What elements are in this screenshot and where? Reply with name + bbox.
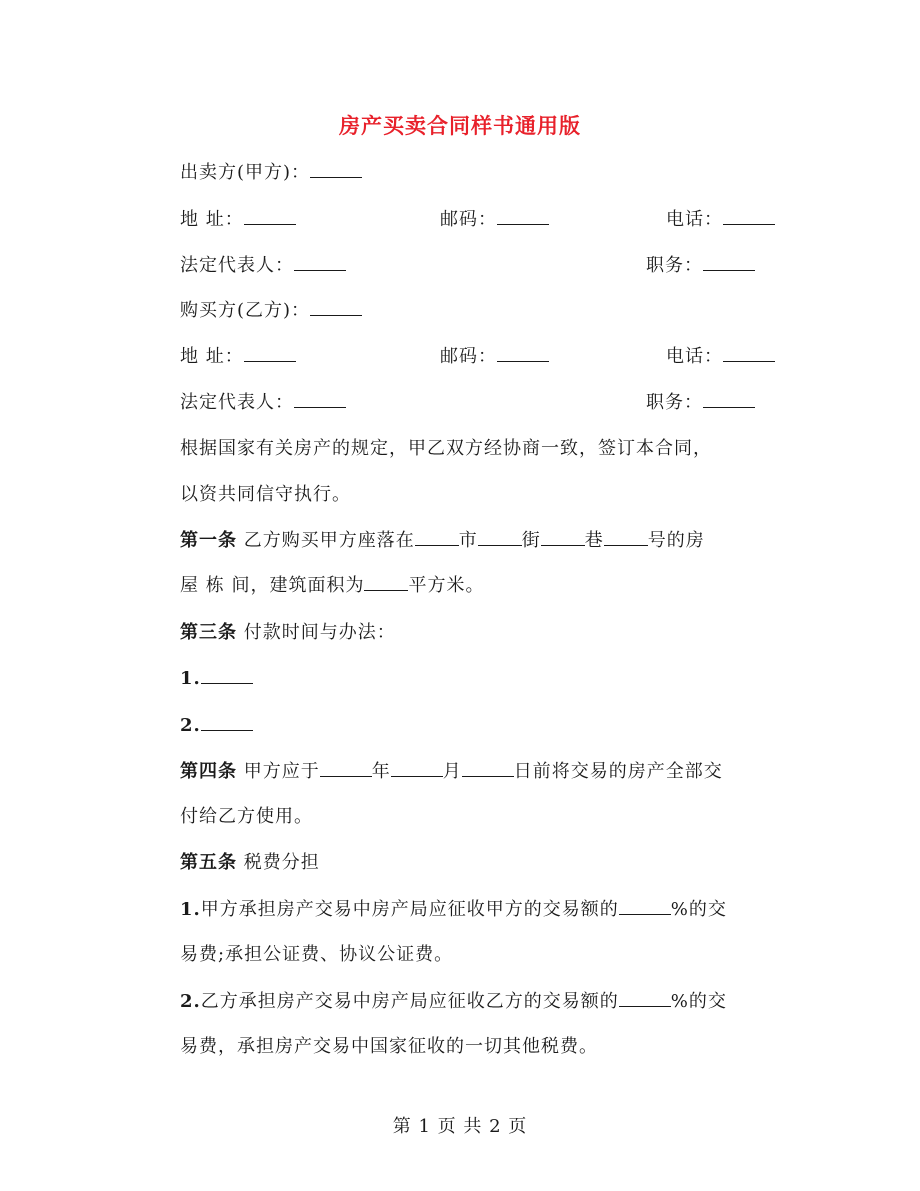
buyer-address-blank <box>244 345 296 362</box>
article-4-text-1: 甲方应于 <box>243 761 320 782</box>
article-3-line <box>180 620 396 646</box>
buyer-rep-blank <box>294 391 346 408</box>
seller-rep-label: 法定代表人： <box>180 255 294 276</box>
article-3-item-2-number: 2. <box>180 715 201 736</box>
article-1-street-blank <box>478 529 522 546</box>
article-1-text-1: 乙方购买甲方座落在 <box>243 530 415 551</box>
article-1-number-blank <box>604 529 648 546</box>
seller-postcode-label: 邮码： <box>440 209 497 230</box>
seller-position-line <box>646 253 755 279</box>
buyer-address-label: 地 址： <box>180 346 244 367</box>
article-3-item-1-number: 1. <box>180 668 201 689</box>
article-1-heading: 第一条 <box>180 530 237 551</box>
article-5-line <box>180 850 320 876</box>
article-5-para-2-blank <box>619 990 671 1007</box>
article-4-line-2: 付给乙方使用。 <box>180 806 313 827</box>
buyer-phone-line <box>666 344 775 370</box>
seller-rep-line <box>180 253 346 279</box>
seller-address-label: 地 址： <box>180 209 244 230</box>
seller-label: 出卖方(甲方)： <box>180 162 311 183</box>
buyer-postcode-blank <box>497 345 549 362</box>
buyer-phone-blank <box>723 345 775 362</box>
article-5-para-1-number: 1. <box>180 899 201 920</box>
article-5-heading: 第五条 <box>180 852 237 873</box>
buyer-rep-line <box>180 390 346 416</box>
seller-name-line <box>180 160 362 186</box>
article-4-line-1 <box>180 759 723 785</box>
buyer-label: 购买方(乙方)： <box>180 300 311 321</box>
buyer-phone-label: 电话： <box>666 346 723 367</box>
article-5-para-2-line-2: 易费，承担房产交易中国家征收的一切其他税费。 <box>180 1036 598 1057</box>
article-1-text-6: 屋 栋 间，建筑面积为 <box>180 575 365 596</box>
article-4-month-blank <box>391 760 443 777</box>
article-5-para-1-text-b: %的交 <box>670 899 727 920</box>
seller-position-blank <box>703 254 755 271</box>
article-5-para-1-blank <box>619 898 671 915</box>
page-footer: 第 1 页 共 2 页 <box>392 1116 528 1137</box>
seller-position-label: 职务： <box>646 255 703 276</box>
article-5-para-1-line-1 <box>180 897 727 923</box>
seller-postcode-line <box>440 207 549 233</box>
article-4-heading: 第四条 <box>180 761 237 782</box>
article-5-para-2-number: 2. <box>180 991 201 1012</box>
seller-phone-line <box>666 207 775 233</box>
seller-address-blank <box>244 208 296 225</box>
buyer-name-line <box>180 298 362 324</box>
buyer-postcode-label: 邮码： <box>440 346 497 367</box>
article-3-item-2 <box>180 713 253 739</box>
seller-rep-blank <box>294 254 346 271</box>
buyer-address-line <box>180 344 296 370</box>
article-4-text-2: 年 <box>371 761 391 782</box>
seller-phone-label: 电话： <box>666 209 723 230</box>
article-1-line-2 <box>180 573 484 599</box>
buyer-position-line <box>646 390 755 416</box>
article-3-item-2-blank <box>201 714 253 731</box>
intro-line-2: 以资共同信守执行。 <box>180 484 351 505</box>
buyer-position-blank <box>703 391 755 408</box>
seller-postcode-blank <box>497 208 549 225</box>
article-5-para-2-text-a: 乙方承担房产交易中房产局应征收乙方的交易额的 <box>200 991 619 1012</box>
article-3-item-1 <box>180 666 253 692</box>
article-5-text: 税费分担 <box>243 852 320 873</box>
article-1-text-4: 巷 <box>584 530 604 551</box>
article-5-para-2-line-1 <box>180 989 727 1015</box>
article-4-text-4: 日前将交易的房产全部交 <box>513 761 723 782</box>
article-1-area-blank <box>364 574 408 591</box>
seller-name-blank <box>310 161 362 178</box>
article-1-text-7: 平方米。 <box>408 575 485 596</box>
article-5-para-1-line-2: 易费;承担公证费、协议公证费。 <box>180 944 454 965</box>
article-4-text-3: 月 <box>442 761 462 782</box>
buyer-postcode-line <box>440 344 549 370</box>
seller-phone-blank <box>723 208 775 225</box>
article-4-year-blank <box>320 760 372 777</box>
article-1-text-2: 市 <box>458 530 478 551</box>
article-5-para-1-text-a: 甲方承担房产交易中房产局应征收甲方的交易额的 <box>200 899 619 920</box>
article-5-para-2-text-b: %的交 <box>670 991 727 1012</box>
article-1-lane-blank <box>541 529 585 546</box>
intro-line-1: 根据国家有关房产的规定，甲乙双方经协商一致，签订本合同， <box>180 438 712 459</box>
buyer-name-blank <box>310 299 362 316</box>
buyer-position-label: 职务： <box>646 392 703 413</box>
seller-address-line <box>180 207 296 233</box>
article-1-text-3: 街 <box>521 530 541 551</box>
article-4-day-blank <box>462 760 514 777</box>
document-title: 房产买卖合同样书通用版 <box>339 113 581 138</box>
buyer-rep-label: 法定代表人： <box>180 392 294 413</box>
article-3-text: 付款时间与办法： <box>243 622 396 643</box>
article-1-line-1 <box>180 528 705 554</box>
article-1-city-blank <box>415 529 459 546</box>
article-3-heading: 第三条 <box>180 622 237 643</box>
article-1-text-5: 号的房 <box>647 530 705 551</box>
article-3-item-1-blank <box>201 667 253 684</box>
